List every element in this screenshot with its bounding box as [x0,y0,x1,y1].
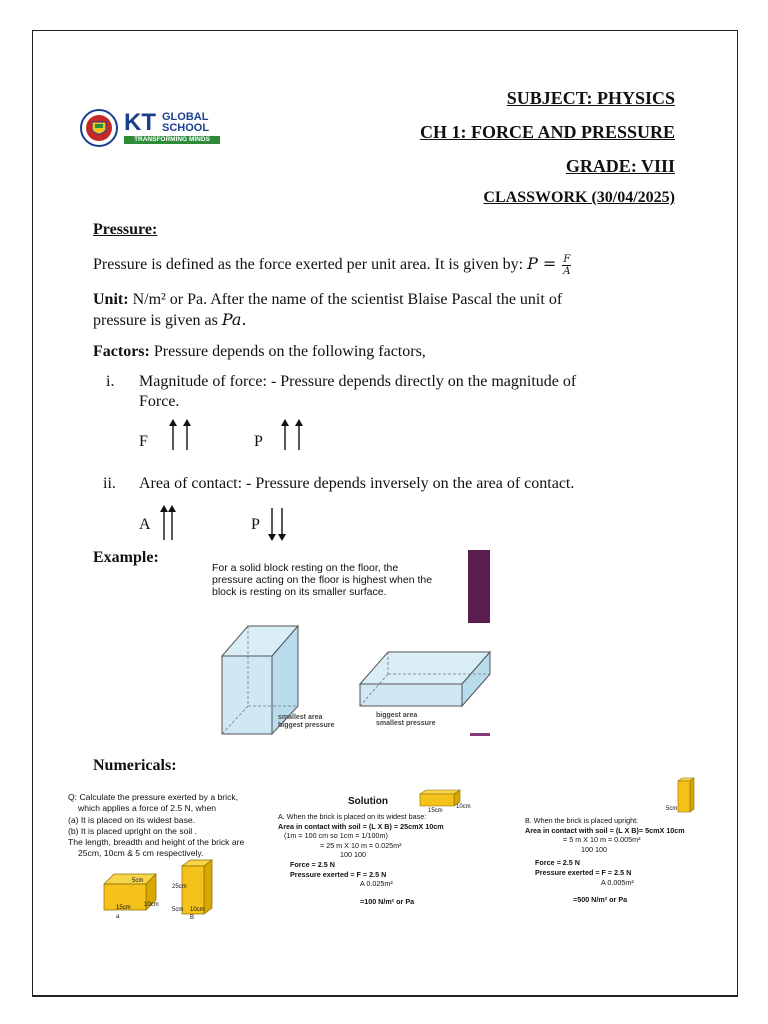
sol-a-result: =100 N/m² or Pa [360,896,415,906]
flat-block-label [376,712,436,728]
sol-a-line: Pressure exerted = F = 2.5 N [290,869,387,879]
sol-a-line: A. When the brick is placed on its widest base: [278,812,427,821]
question-line: 25cm, 10cm & 5 cm respectively. [78,848,204,859]
example-figure [206,548,536,740]
example-caption [212,562,432,598]
upright-brick-icon [676,776,696,814]
dim-label: 10cm [144,902,159,908]
factor-1-left-symbol: F [139,433,148,450]
factor-2-num: ii. [103,475,116,492]
question-line: (a) It is placed on its widest base. [68,814,196,825]
example-heading: Example: [93,549,159,566]
classwork-heading: CLASSWORK (30/04/2025) [483,189,675,206]
unit-pa: Pa. [221,310,247,329]
unit-label: Unit: [93,291,129,308]
factors-text: Pressure depends on the following factors, [153,343,426,360]
left-label2: biggest pressure [278,722,335,729]
flat-block-diagram [356,648,496,718]
brick-tag: a [116,914,120,920]
sol-b-line: 100 100 [581,844,607,854]
question-line: which applies a force of 2.5 N, when [78,803,217,814]
formula-p: P = [527,254,557,274]
question-line: (b) It is placed upright on the soil . [68,825,197,836]
formula-fraction [562,254,571,277]
logo-tagline: TRANSFORMING MINDS [124,136,220,144]
sol-a-line: 100 100 [340,850,366,860]
pressure-definition [93,254,571,277]
up-arrows-icon [156,504,180,542]
logo-kt: KT [124,109,156,136]
numericals-heading: Numericals: [93,757,177,774]
question-line: Q: Calculate the pressure exerted by a brick, [68,792,239,802]
school-crest-icon [78,108,120,148]
factor-1-line2: Force. [139,393,180,410]
factor-1-line1: Magnitude of force: - Pressure depends directly on the magnitude of [139,373,577,390]
formula-numerator: F [563,254,571,265]
dim-label: 5cm [172,907,184,913]
right-label2: smallest pressure [376,720,436,727]
subject-heading: SUBJECT: PHYSICS [506,88,675,108]
sol-b-line: = 5 m X 10 m = 0.005m² [563,835,641,845]
factor-1-text [139,372,576,412]
definition-text: Pressure is defined as the force exerted per unit area. It is given by: [93,256,524,274]
dim-label: 25cm [172,884,187,890]
sol-b-line: A 0.005m² [601,877,634,887]
purple-mark [470,733,490,736]
sol-a-line: A 0.025m² [360,879,393,889]
factor-2-line1: Area of contact: - Pressure depends inversely on the area of contact. [139,475,575,492]
factors-label: Factors: [93,343,150,360]
up-arrows-icon [278,418,306,452]
factors-paragraph [93,342,426,362]
sol-a-line: Area in contact with soil = (L X B) = 25cmX 10cm [278,821,444,831]
tall-block-label [278,714,334,730]
unit-line1: N/m² or Pa. After the name of the scientist Blaise Pascal the unit of [132,291,563,308]
logo-school: SCHOOL [162,122,210,134]
solution-title: Solution [348,796,388,807]
brick-tag: B [190,915,195,921]
sol-b-line: Pressure exerted = F = 2.5 N [535,867,632,877]
sol-a-line: Force = 2.5 N [290,859,335,869]
unit-paragraph [93,290,562,331]
caption-line3: block is resting on its smaller surface. [212,586,387,598]
dim-label: 5cm [132,878,144,884]
sol-b-line: Area in contact with soil = (L X B)= 5cmX 10cm [525,825,685,835]
dim-label: 15cm [428,808,443,814]
left-label1: smallest area [278,714,323,721]
sol-a-line: (1m = 100 cm so 1cm = 1/100m) [284,831,388,841]
right-label1: biggest area [376,712,418,719]
unit-line2: pressure is given as [93,312,218,329]
factor-1-num: i. [106,373,115,390]
sol-b-result: =500 N/m² or Pa [573,895,628,905]
dim-label: 15cm [116,905,131,911]
logo-global: GLOBAL [162,111,209,123]
solution-a-block [278,812,444,906]
factor-1-right-symbol: P [254,433,263,450]
factor-2-right-symbol: P [251,516,260,533]
down-arrows-icon [264,506,290,542]
question-line: The length, breadth and height of the brick are [68,837,245,848]
sol-a-line: = 25 m X 10 m = 0.025m² [320,840,402,850]
question-block [68,792,244,860]
up-arrows-icon [166,418,194,452]
caption-line2: pressure acting on the floor is highest when the [212,574,433,586]
chapter-heading: CH 1: FORCE AND PRESSURE [419,122,675,142]
dim-label: 10cm [456,804,471,810]
solution-b-block [525,816,685,905]
caption-line1: For a solid block resting on the floor, the [212,562,399,574]
dim-label: 10cm [190,907,205,913]
formula-denominator: A [563,266,571,277]
school-logo [78,108,228,148]
factor-2-left-symbol: A [139,516,151,533]
sol-b-line: B. When the brick is placed upright: [525,816,639,825]
dim-label: 5cm [666,806,678,812]
grade-heading: GRADE: VIII [565,156,675,176]
purple-bar [468,550,490,623]
sol-b-line: Force = 2.5 N [535,858,580,868]
pressure-heading: Pressure: [93,221,158,238]
